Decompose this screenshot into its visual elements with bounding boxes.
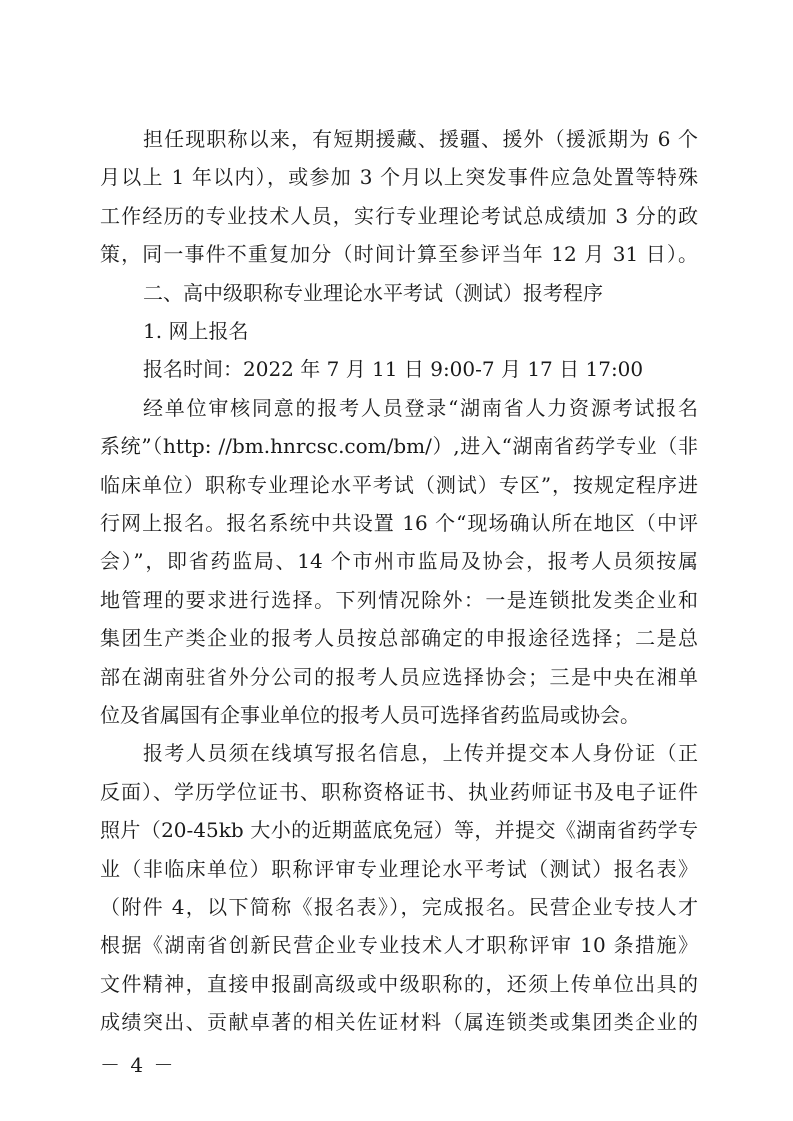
paragraph-line: 位及省属国有企事业单位的报考人员可选择省药监局或协会。: [100, 703, 640, 727]
paragraph-line: 担任现职称以来，有短期援藏、援疆、援外（援派期为 6 个: [143, 127, 698, 151]
paragraph-line: 地管理的要求进行选择。下列情况除外：一是连锁批发类企业和: [100, 587, 698, 612]
paragraph-line: 临床单位）职称专业理论水平考试（测试）专区”，按规定程序进: [100, 472, 698, 497]
registration-time: 报名时间：2022 年 7 月 11 日 9:00-7 月 17 日 17:00: [143, 357, 644, 382]
paragraph-line: 报考人员须在线填写报名信息，上传并提交本人身份证（正: [143, 741, 698, 766]
subsection-heading: 1. 网上报名: [143, 319, 249, 343]
paragraph-line: 根据《湖南省创新民营企业专业技术人才职称评审 10 条措施》: [100, 933, 698, 958]
paragraph-line: 集团生产类企业的报考人员按总部确定的申报途径选择；二是总: [100, 626, 698, 651]
paragraph-line: 行网上报名。报名系统中共设置 16 个“现场确认所在地区（中评: [100, 511, 698, 535]
paragraph-line: 反面）、学历学位证书、职称资格证书、执业药师证书及电子证件: [100, 779, 698, 804]
paragraph-line-url: 系统”（http: //bm.hnrcsc.com/bm/）,进入“湖南省药学专业（非: [100, 434, 698, 459]
paragraph-line: 月以上 1 年以内），或参加 3 个月以上突发事件应急处置等特殊: [100, 165, 698, 190]
paragraph-line: 会）”，即省药监局、14 个市州市监局及协会，报考人员须按属: [100, 549, 698, 574]
paragraph-line: 业（非临床单位）职称评审专业理论水平考试（测试）报名表》: [100, 856, 698, 881]
paragraph-line: 照片（20-45kb 大小的近期蓝底免冠）等，并提交《湖南省药学专: [100, 818, 698, 843]
paragraph-line: 经单位审核同意的报考人员登录“湖南省人力资源考试报名: [143, 395, 698, 420]
paragraph-line: 工作经历的专业技术人员，实行专业理论考试总成绩加 3 分的政: [100, 203, 698, 228]
paragraph-line: 文件精神，直接申报副高级或中级职称的，还须上传单位出具的: [100, 971, 698, 996]
paragraph-line: （附件 4，以下简称《报名表》），完成报名。民营企业专技人才: [100, 895, 698, 919]
paragraph-line: 策，同一事件不重复加分（时间计算至参评当年 12 月 31 日）。: [100, 242, 698, 267]
page-number: － 4 －: [100, 1053, 176, 1077]
section-heading: 二、高中级职称专业理论水平考试（测试）报考程序: [143, 280, 603, 305]
paragraph-line: 成绩突出、贡献卓著的相关佐证材料（属连锁类或集团类企业的: [100, 1010, 698, 1035]
paragraph-line: 部在湖南驻省外分公司的报考人员应选择协会；三是中央在湘单: [100, 664, 698, 689]
